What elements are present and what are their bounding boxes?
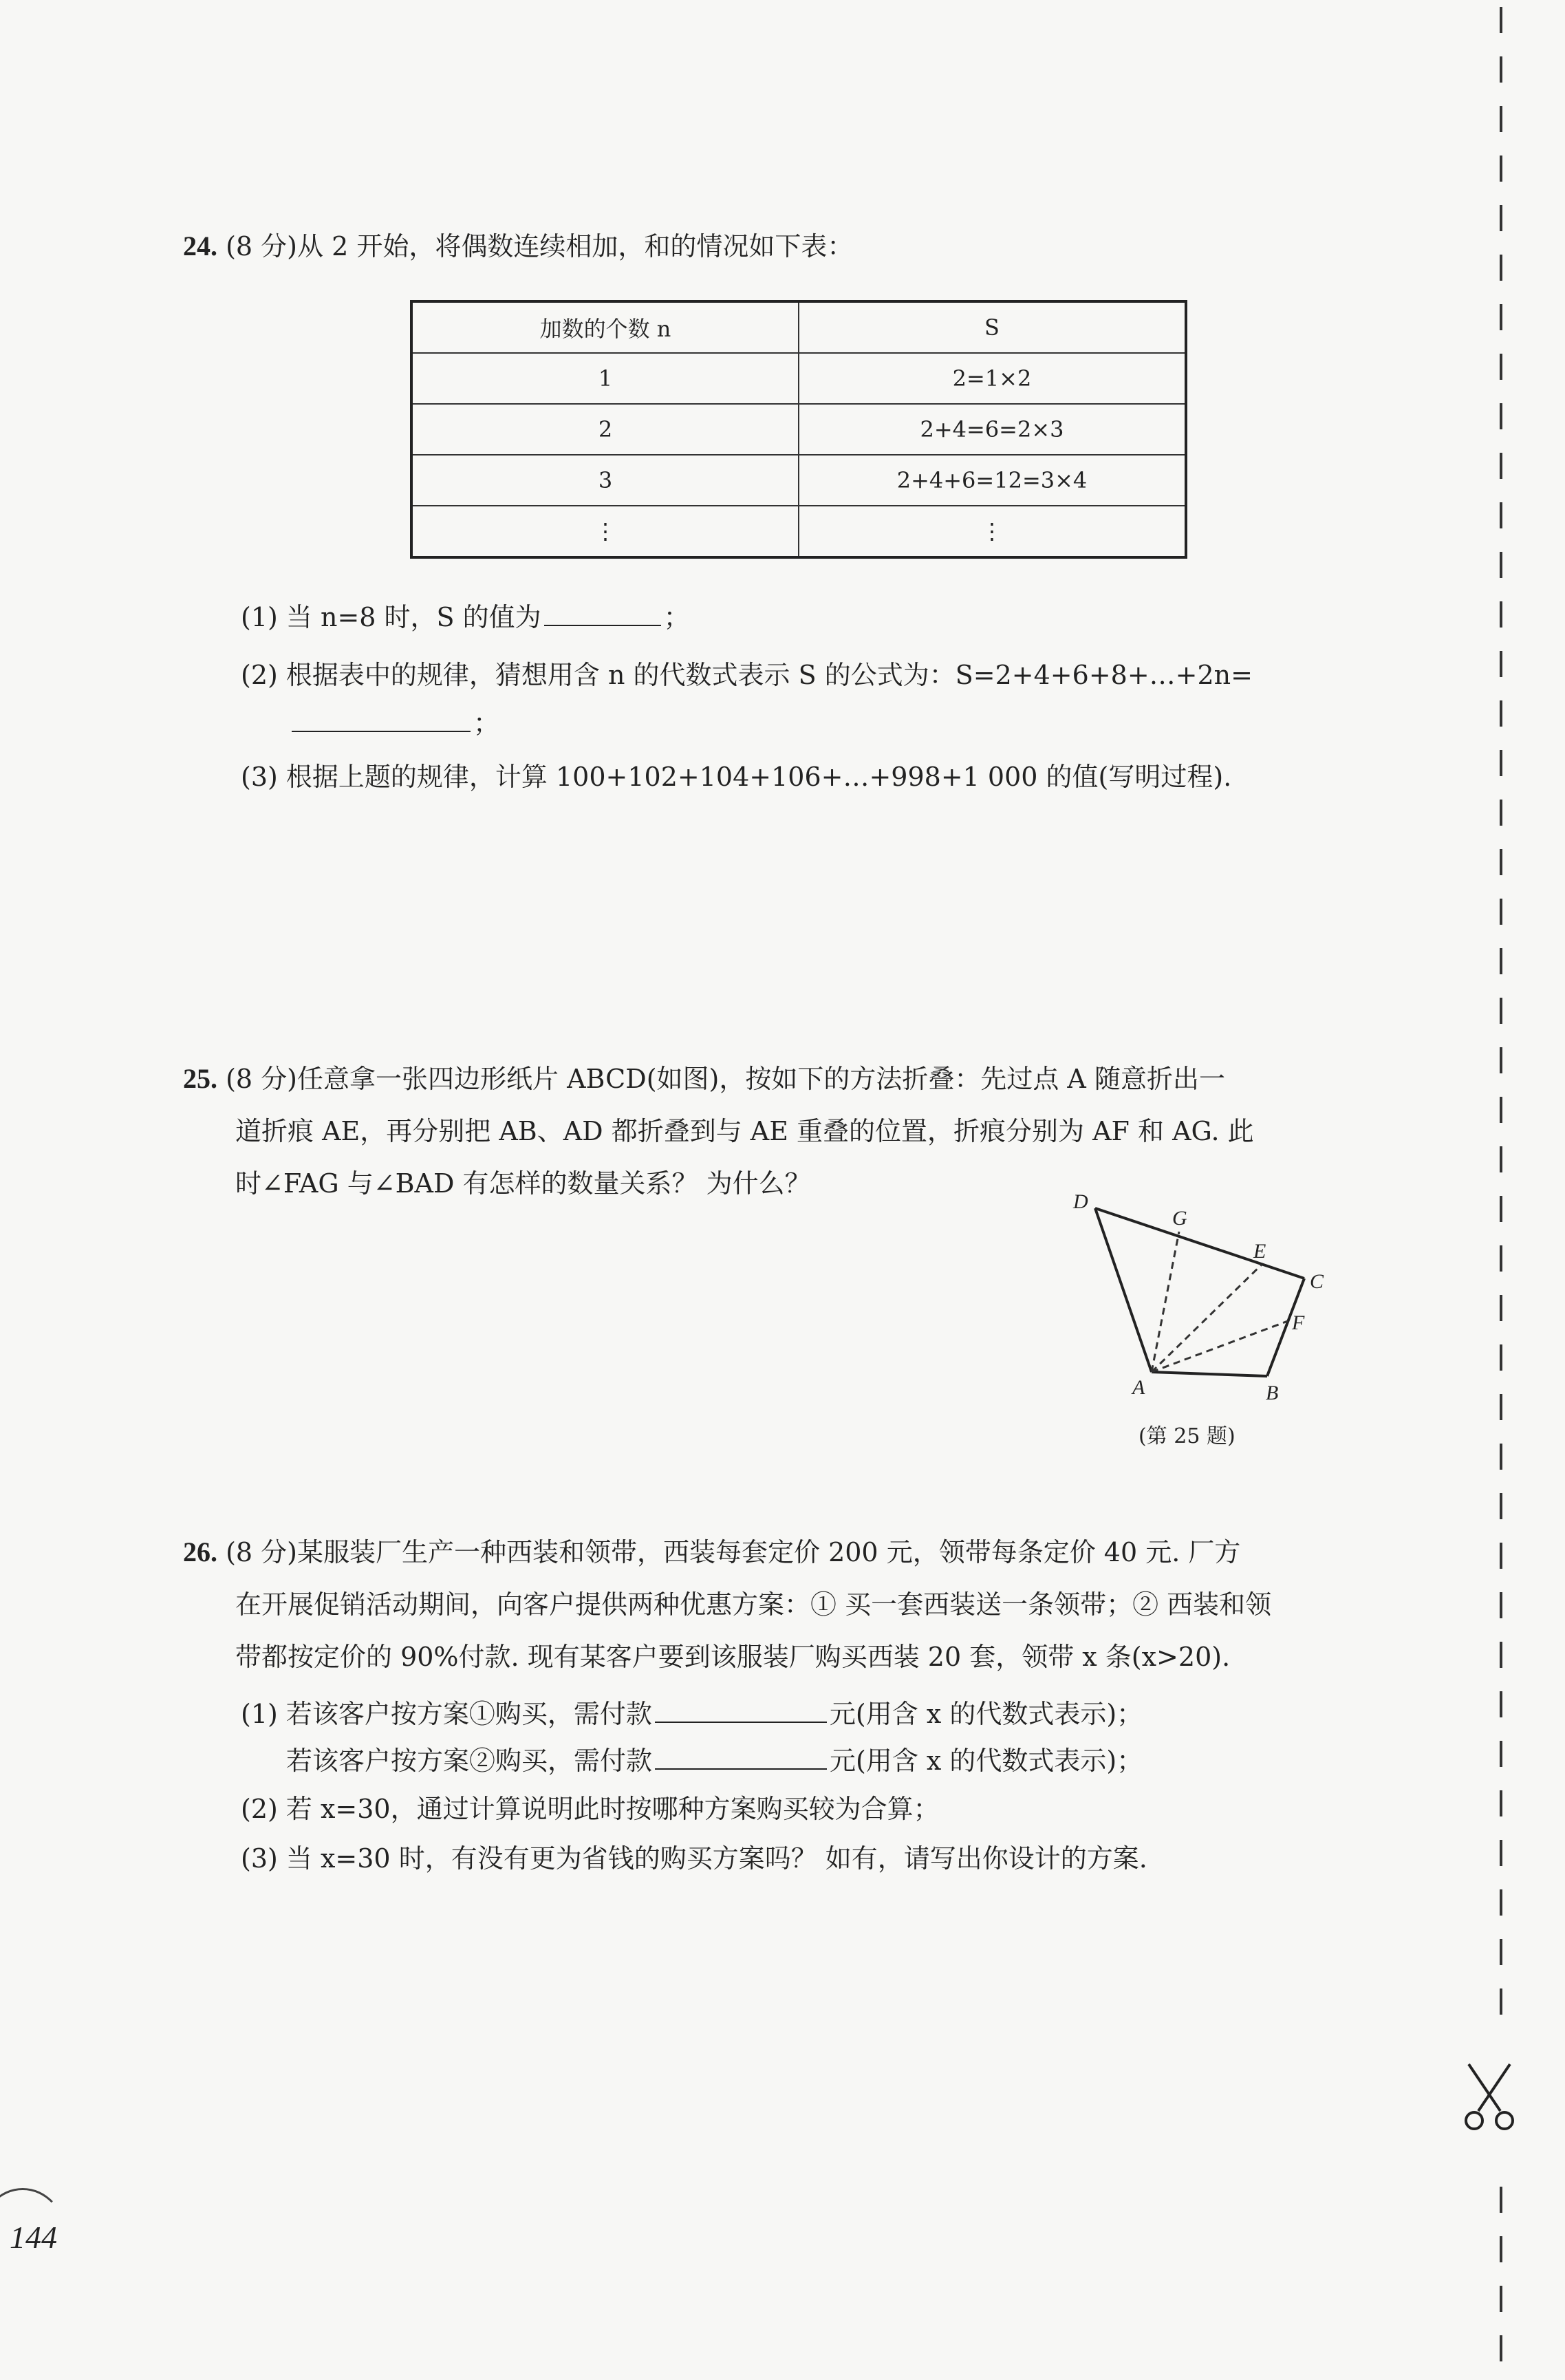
cut-dash xyxy=(1500,1097,1502,1123)
cut-dash xyxy=(1500,1988,1502,2015)
cut-dash xyxy=(1500,552,1502,578)
cut-dash xyxy=(1500,1493,1502,1519)
q24-sub1 xyxy=(241,596,690,634)
cut-dash xyxy=(1500,354,1502,380)
q26-number: 26. xyxy=(183,1536,217,1567)
table-cell: 1 xyxy=(411,353,799,404)
label-c: C xyxy=(1310,1270,1324,1293)
cut-dash xyxy=(1500,1146,1502,1172)
table-header-n: 加数的个数 n xyxy=(411,301,799,353)
answer-blank[interactable] xyxy=(655,1721,827,1723)
q25-text-2: 道折痕 AE，再分别把 AB、AD 都折叠到与 AE 重叠的位置，折痕分别为 AF 和 AG. 此 xyxy=(235,1116,1254,1146)
q24-sub2-cont xyxy=(289,702,499,740)
q24-sub2-text: (2) 根据表中的规律，猜想用含 n 的代数式表示 S 的公式为：S=2+4+6+8+…+2n= xyxy=(241,660,1253,690)
q24-stem-line xyxy=(183,220,853,272)
q24-sub3-text: (3) 根据上题的规律，计算 100+102+104+106+…+998+1 000 的值(写明过程). xyxy=(241,762,1232,792)
cut-dash xyxy=(1500,304,1502,330)
q26-line3 xyxy=(235,1631,1230,1683)
fold-af xyxy=(1152,1321,1288,1372)
q25-line3 xyxy=(235,1157,811,1210)
table-row xyxy=(411,506,1186,557)
cut-dash xyxy=(1500,1344,1502,1371)
table-cell: 3 xyxy=(411,455,799,506)
q26-sub1b-end: 元(用含 x 的代数式表示)； xyxy=(830,1746,1143,1776)
cut-dash xyxy=(1500,1444,1502,1470)
cut-dash xyxy=(1500,1543,1502,1569)
table-cell: ⋮ xyxy=(799,506,1186,557)
cut-dash xyxy=(1500,453,1502,479)
q24-sub1-text: (1) 当 n=8 时，S 的值为 xyxy=(241,602,541,632)
page-number: 144 xyxy=(10,2220,57,2255)
table-cell: 2+4=6=2×3 xyxy=(799,404,1186,455)
answer-blank[interactable] xyxy=(544,624,661,626)
cut-dash xyxy=(1500,2335,1502,2361)
cut-dash xyxy=(1500,403,1502,429)
cut-dash xyxy=(1500,849,1502,875)
q26-text-3: 带都按定价的 90%付款. 现有某客户要到该服装厂购买西装 20 套，领带 x 条(x>20). xyxy=(235,1642,1231,1672)
table-header-s: S xyxy=(799,301,1186,353)
cut-dash xyxy=(1500,56,1502,83)
quad-side-da xyxy=(1095,1208,1152,1372)
cut-dash xyxy=(1500,106,1502,132)
q25-caption: (第 25 题) xyxy=(1138,1424,1235,1448)
cut-dash xyxy=(1500,651,1502,677)
table-cell: 2 xyxy=(411,404,799,455)
table-cell: 2=1×2 xyxy=(799,353,1186,404)
cut-dash xyxy=(1500,800,1502,826)
cut-dash xyxy=(1500,255,1502,281)
cut-dash xyxy=(1500,156,1502,182)
table-row xyxy=(411,301,1186,353)
q24-sub2 xyxy=(241,654,1253,692)
cut-dash xyxy=(1500,1245,1502,1272)
quad-side-ab xyxy=(1152,1372,1267,1376)
cut-dash xyxy=(1500,1691,1502,1717)
fold-ag xyxy=(1152,1232,1179,1372)
q26-line1 xyxy=(183,1526,1240,1578)
q24-sum-table xyxy=(410,300,1187,559)
scissors-icon xyxy=(1455,2057,1524,2140)
q26-sub1a-text: (1) 若该客户按方案①购买，需付款 xyxy=(241,1699,652,1729)
cut-dash xyxy=(1500,205,1502,231)
q24-sub3 xyxy=(241,755,1231,793)
q26-sub2 xyxy=(241,1788,940,1825)
table-row xyxy=(411,353,1186,404)
cut-dash xyxy=(1500,1840,1502,1866)
cut-dash xyxy=(1500,1394,1502,1420)
q25-number: 25. xyxy=(183,1063,217,1094)
cut-dash xyxy=(1500,2236,1502,2262)
cut-dash xyxy=(1500,899,1502,925)
table-row xyxy=(411,404,1186,455)
table-cell: ⋮ xyxy=(411,506,799,557)
q26-text-2: 在开展促销活动期间，向客户提供两种优惠方案：① 买一套西装送一条领带；② 西装和领 xyxy=(235,1589,1272,1620)
q26-sub1b xyxy=(286,1739,1143,1777)
q25-line2 xyxy=(235,1105,1254,1157)
cut-dash xyxy=(1500,1790,1502,1816)
cut-dash xyxy=(1500,1889,1502,1916)
cut-dash xyxy=(1500,998,1502,1024)
q25-text-3: 时∠FAG 与∠BAD 有怎样的数量关系？ 为什么？ xyxy=(235,1168,811,1199)
cut-dash xyxy=(1500,1642,1502,1668)
q26-sub1a xyxy=(241,1693,1143,1730)
label-d: D xyxy=(1073,1190,1088,1213)
cut-dash xyxy=(1500,948,1502,974)
q26-line2 xyxy=(235,1578,1271,1631)
label-a: A xyxy=(1132,1376,1145,1399)
q26-sub3 xyxy=(241,1837,1147,1875)
q24-sub1-end: ； xyxy=(663,602,690,632)
q24-stem: (8 分)从 2 开始，将偶数连续相加，和的情况如下表： xyxy=(226,231,854,261)
cut-dash xyxy=(1500,1741,1502,1767)
q25-figure xyxy=(1059,1183,1348,1411)
quad-side-cd xyxy=(1095,1208,1304,1278)
cut-dash xyxy=(1500,1047,1502,1073)
label-f: F xyxy=(1292,1311,1305,1334)
cut-dash xyxy=(1500,1295,1502,1321)
q25-line1 xyxy=(183,1053,1225,1105)
table-cell: 2+4+6=12=3×4 xyxy=(799,455,1186,506)
cut-dash xyxy=(1500,750,1502,776)
cut-dash xyxy=(1500,1939,1502,1965)
label-g: G xyxy=(1172,1207,1187,1230)
cut-dash xyxy=(1500,700,1502,727)
cut-dash xyxy=(1500,2187,1502,2213)
q24-sub2-end: ； xyxy=(473,708,500,738)
cut-dash xyxy=(1500,502,1502,528)
q26-sub3-text: (3) 当 x=30 时，有没有更为省钱的购买方案吗？ 如有，请写出你设计的方案. xyxy=(241,1843,1147,1874)
q26-text-1: (8 分)某服装厂生产一种西装和领带，西装每套定价 200 元，领带每条定价 40 元. 厂方 xyxy=(226,1537,1241,1567)
answer-blank[interactable] xyxy=(292,730,471,732)
label-b: B xyxy=(1266,1382,1279,1404)
label-e: E xyxy=(1253,1240,1266,1263)
q25-text-1: (8 分)任意拿一张四边形纸片 ABCD(如图)，按如下的方法折叠：先过点 A 随意折出一 xyxy=(226,1064,1225,1094)
cut-dash xyxy=(1500,1196,1502,1222)
q26-sub2-text: (2) 若 x=30，通过计算说明此时按哪种方案购买较为合算； xyxy=(241,1794,940,1824)
table-row xyxy=(411,455,1186,506)
q26-sub1b-text: 若该客户按方案②购买，需付款 xyxy=(286,1746,653,1776)
answer-blank[interactable] xyxy=(655,1768,827,1770)
q26-sub1a-end: 元(用含 x 的代数式表示)； xyxy=(829,1699,1143,1729)
cut-dash xyxy=(1500,2286,1502,2312)
cut-dash xyxy=(1500,601,1502,628)
fold-ae xyxy=(1152,1265,1262,1372)
cut-dash xyxy=(1500,7,1502,33)
cut-dash xyxy=(1500,1592,1502,1618)
q24-number: 24. xyxy=(183,231,217,261)
